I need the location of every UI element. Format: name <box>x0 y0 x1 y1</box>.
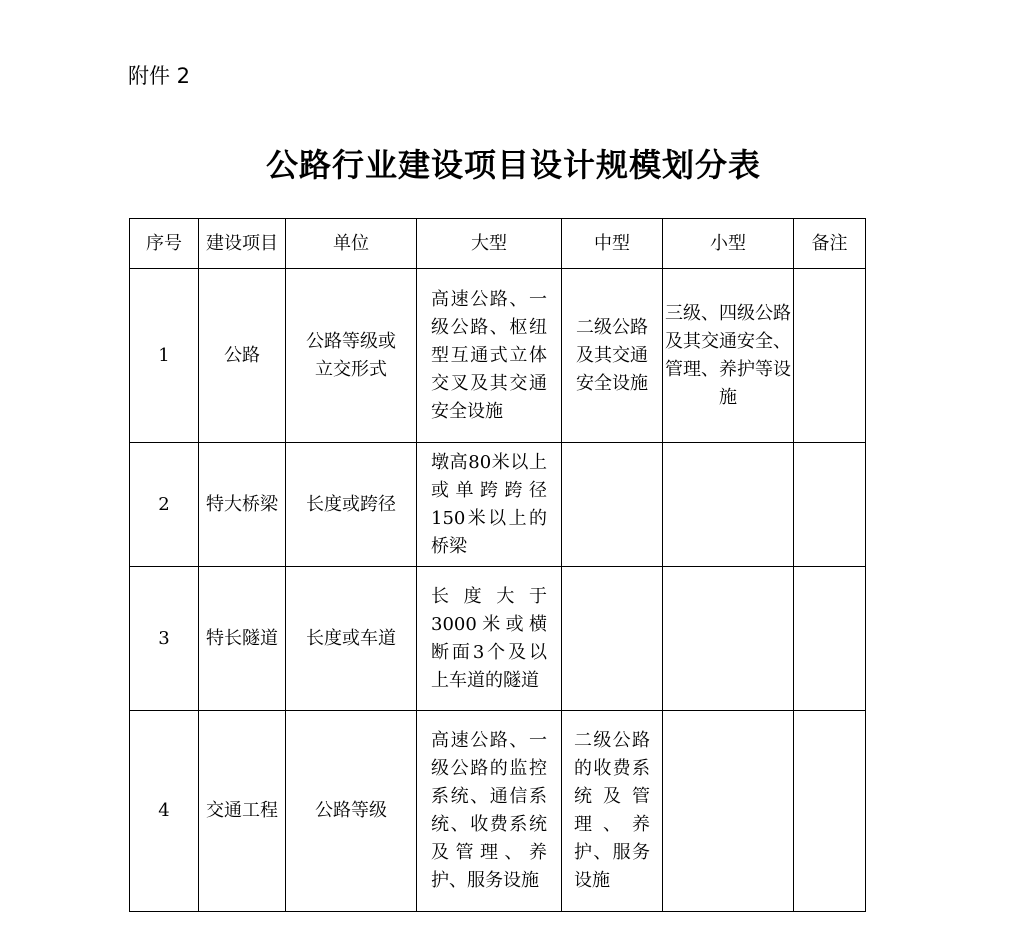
table-header-row <box>130 219 866 269</box>
page-title: 公路行业建设项目设计规模划分表 <box>265 146 761 184</box>
cell-small <box>663 567 794 711</box>
header-small: 小型 <box>663 219 794 269</box>
cell-small <box>663 711 794 912</box>
cell-small <box>663 443 794 567</box>
table-row <box>130 567 866 711</box>
cell-medium: 二级公路及其交通安全设施 <box>562 269 663 443</box>
cell-medium <box>562 443 663 567</box>
cell-no: 2 <box>130 443 199 567</box>
attachment-label: 附件 2 <box>128 64 191 88</box>
cell-large: 高速公路、一级公路、枢纽型互通式立体交叉及其交通安全设施 <box>417 269 562 443</box>
table-row <box>130 443 866 567</box>
scale-classification-table <box>129 218 866 912</box>
cell-remark <box>794 269 866 443</box>
cell-remark <box>794 443 866 567</box>
cell-unit: 公路等级或立交形式 <box>286 269 417 443</box>
cell-medium: 二级公路的收费系统及管理、养护、服务设施 <box>562 711 663 912</box>
header-medium: 中型 <box>562 219 663 269</box>
cell-medium <box>562 567 663 711</box>
cell-large: 长度大于3000米或横断面3个及以上车道的隧道 <box>417 567 562 711</box>
cell-project: 特长隧道 <box>199 567 286 711</box>
cell-large: 高速公路、一级公路的监控系统、通信系统、收费系统及管理、养护、服务设施 <box>417 711 562 912</box>
cell-project: 交通工程 <box>199 711 286 912</box>
cell-project: 公路 <box>199 269 286 443</box>
header-remark: 备注 <box>794 219 866 269</box>
cell-no: 3 <box>130 567 199 711</box>
cell-no: 1 <box>130 269 199 443</box>
header-unit: 单位 <box>286 219 417 269</box>
cell-remark <box>794 711 866 912</box>
cell-remark <box>794 567 866 711</box>
header-large: 大型 <box>417 219 562 269</box>
cell-project: 特大桥梁 <box>199 443 286 567</box>
table-row <box>130 711 866 912</box>
cell-no: 4 <box>130 711 199 912</box>
cell-large: 墩高80米以上或单跨跨径150米以上的桥梁 <box>417 443 562 567</box>
cell-unit: 公路等级 <box>286 711 417 912</box>
table-row <box>130 269 866 443</box>
header-project: 建设项目 <box>199 219 286 269</box>
cell-unit: 长度或车道 <box>286 567 417 711</box>
header-no: 序号 <box>130 219 199 269</box>
cell-unit: 长度或跨径 <box>286 443 417 567</box>
cell-small: 三级、四级公路及其交通安全、管理、养护等设施 <box>663 269 794 443</box>
